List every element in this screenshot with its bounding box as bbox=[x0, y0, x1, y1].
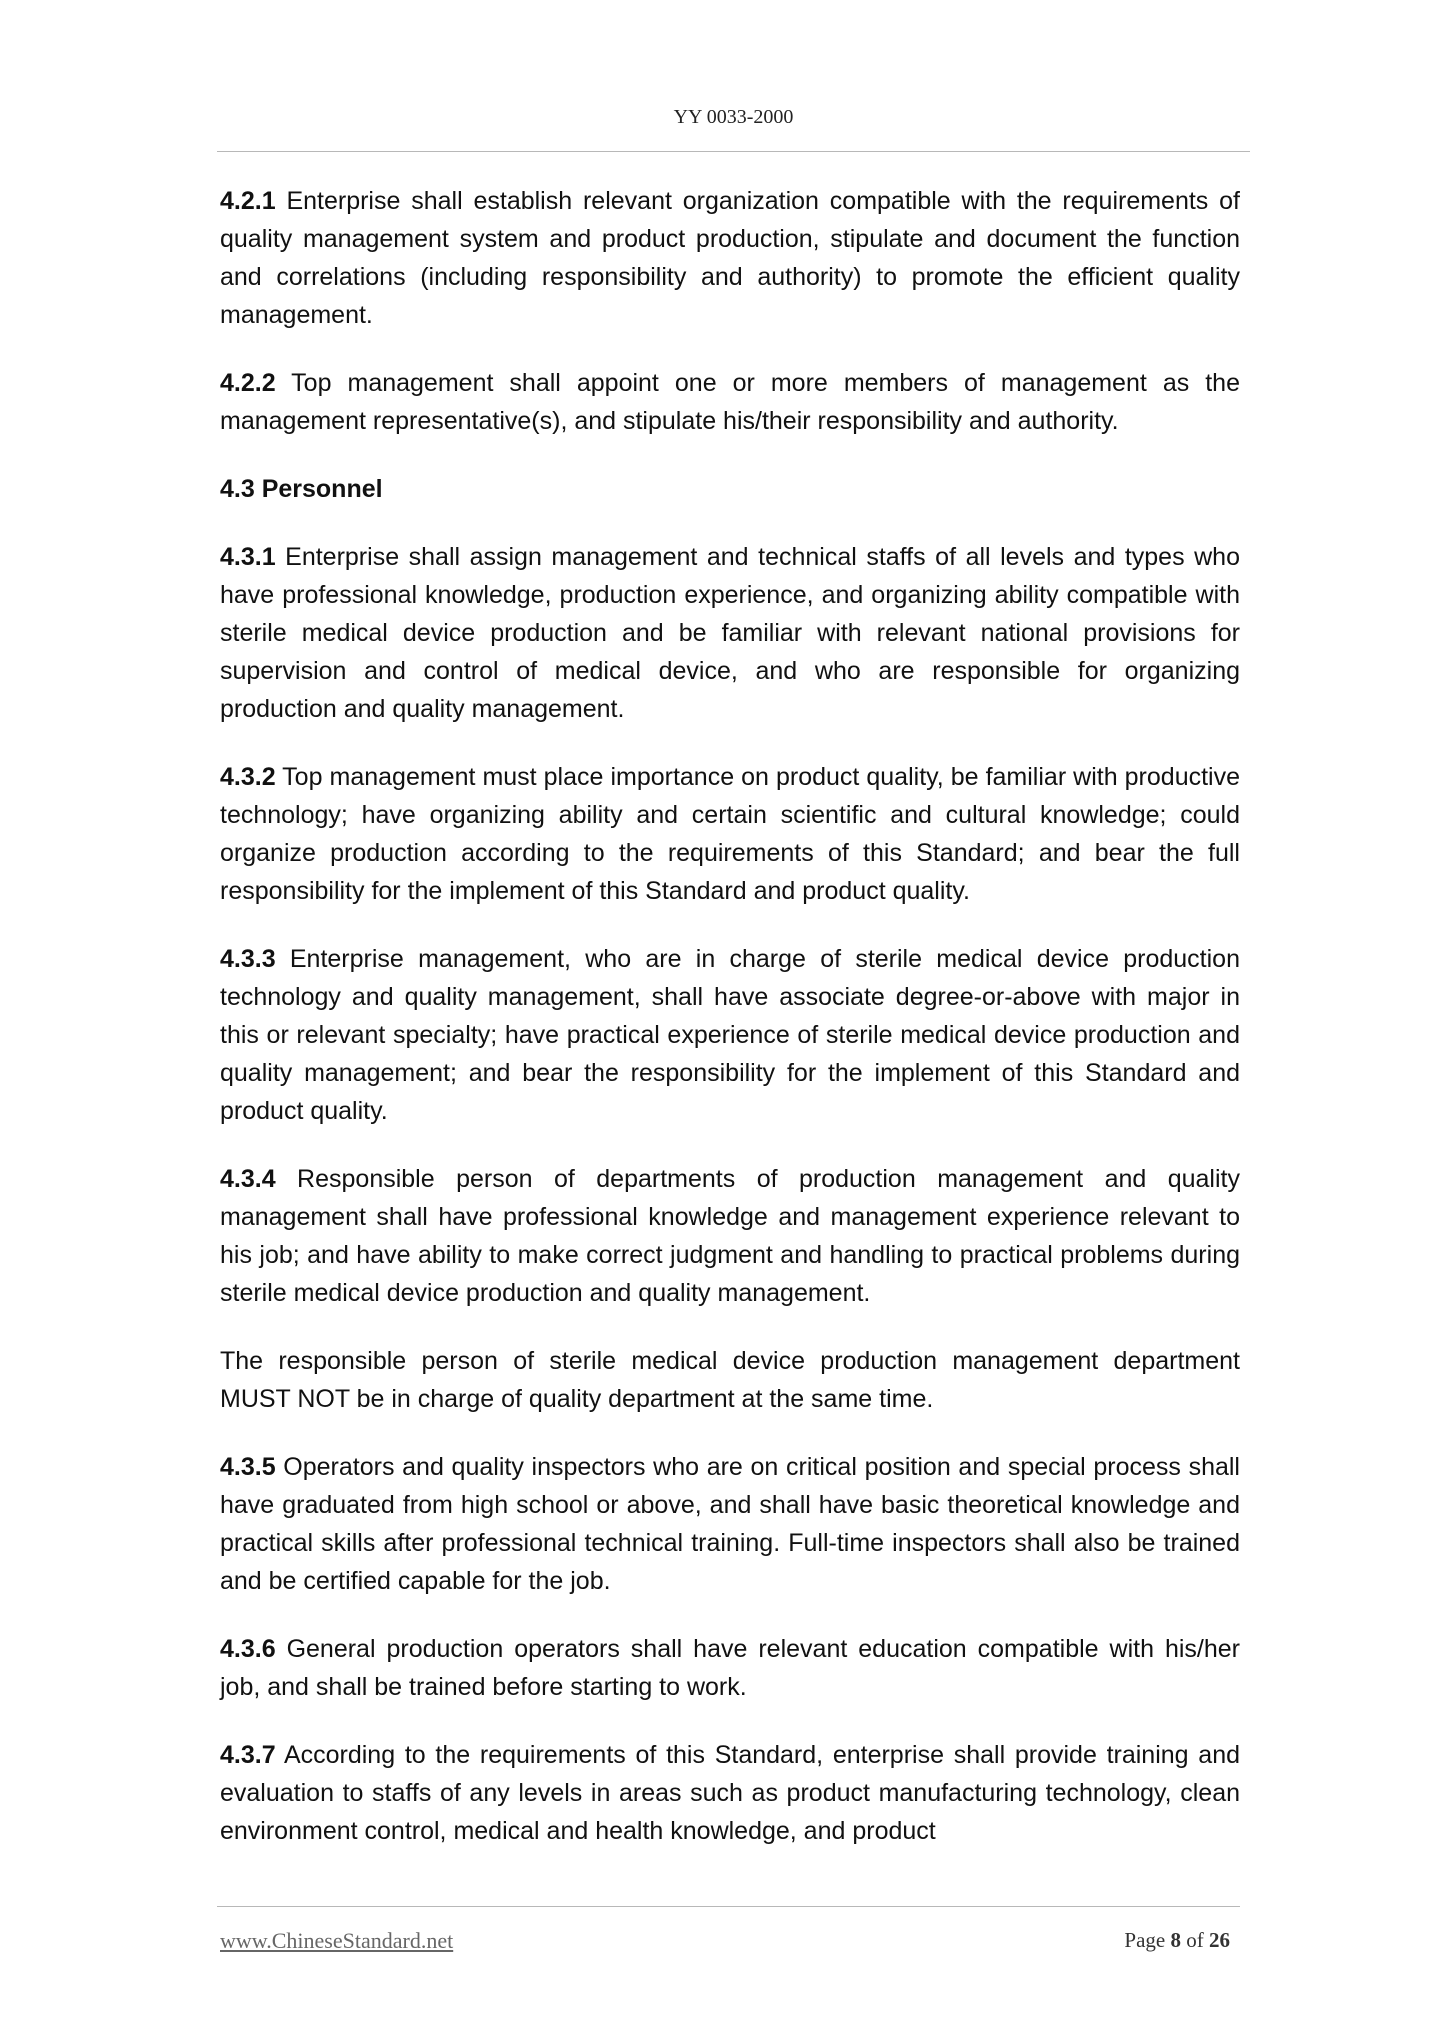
document-code-header: YY 0033-2000 bbox=[673, 106, 794, 128]
clause-text: Top management must place importance on product quality, be familiar with productive technology; have organizing ability and certain scientific and cultural knowledge; could organize production according to the requirements of this Standard; and bear the full responsibility for the implement of this Standard and product quality. bbox=[220, 763, 1240, 905]
clause-number: 4.2.2 bbox=[220, 369, 276, 397]
clause-text: Top management shall appoint one or more members of management as the management representative(s), and stipulate his/their responsibility and authority. bbox=[220, 369, 1240, 435]
clause-text: Enterprise management, who are in charge of sterile medical device production technology and quality management, shall have associate degree-or-above with major in this or relevant specialty; have practical experience of sterile medical device production and quality management; and bear the responsibility for the implement of this Standard and product quality. bbox=[220, 945, 1240, 1125]
clause-4-3-4 bbox=[220, 1160, 1240, 1312]
clause-text: According to the requirements of this Standard, enterprise shall provide training and evaluation to staffs of any levels in areas such as product manufacturing technology, clean environment control, medical and health knowledge, and product bbox=[220, 1741, 1240, 1845]
clause-4-2-1 bbox=[220, 182, 1240, 334]
clause-4-3-2 bbox=[220, 758, 1240, 910]
clause-number: 4.3.6 bbox=[220, 1635, 276, 1663]
page-prefix: Page bbox=[1124, 1928, 1171, 1952]
footer-divider bbox=[217, 1906, 1240, 1907]
header-divider bbox=[217, 151, 1250, 152]
page-current: 8 bbox=[1170, 1928, 1181, 1952]
clause-4-3-7 bbox=[220, 1736, 1240, 1850]
clause-4-3-6 bbox=[220, 1630, 1240, 1706]
clause-text: Enterprise shall establish relevant organization compatible with the requirements of quality management system and product production, stipulate and document the function and correlations (including responsibility and authority) to promote the efficient quality management. bbox=[220, 187, 1240, 329]
clause-number: 4.3.3 bbox=[220, 945, 276, 973]
clause-4-2-2 bbox=[220, 364, 1240, 440]
clause-text: Enterprise shall assign management and technical staffs of all levels and types who have professional knowledge, production experience, and organizing ability compatible with sterile medical device production and be familiar with relevant national provisions for supervision and control of medical device, and who are responsible for organizing production and quality management. bbox=[220, 543, 1240, 723]
page-number bbox=[1124, 1928, 1230, 1953]
section-heading-personnel: 4.3 Personnel bbox=[220, 475, 383, 503]
clause-number: 4.3.1 bbox=[220, 543, 276, 571]
document-body bbox=[220, 182, 1240, 1850]
clause-number: 4.3.2 bbox=[220, 763, 276, 791]
clause-4-3-1 bbox=[220, 538, 1240, 728]
clause-number: 4.3.7 bbox=[220, 1741, 276, 1769]
clause-number: 4.3.5 bbox=[220, 1453, 276, 1481]
page-of: of bbox=[1181, 1928, 1209, 1952]
clause-text: Operators and quality inspectors who are on critical position and special process shall have graduated from high school or above, and shall have basic theoretical knowledge and practical skills after professional technical training. Full-time inspectors shall also be trained and be certified capable for the job. bbox=[220, 1453, 1240, 1595]
clause-number: 4.2.1 bbox=[220, 187, 276, 215]
page-total: 26 bbox=[1209, 1928, 1230, 1952]
clause-4-3-3 bbox=[220, 940, 1240, 1130]
website-link[interactable]: www.ChineseStandard.net bbox=[220, 1928, 454, 1953]
clause-4-3-4-continuation bbox=[220, 1342, 1240, 1418]
clause-4-3-5 bbox=[220, 1448, 1240, 1600]
clause-text: Responsible person of departments of production management and quality management shall have professional knowledge and management experience relevant to his job; and have ability to make correct judgment and handling to practical problems during sterile medical device production and quality management. bbox=[220, 1165, 1240, 1307]
clause-text: General production operators shall have relevant education compatible with his/her job, and shall be trained before starting to work. bbox=[220, 1635, 1240, 1701]
clause-number: 4.3.4 bbox=[220, 1165, 276, 1193]
clause-text: The responsible person of sterile medical device production management department MUST NOT be in charge of quality department at the same time. bbox=[220, 1347, 1240, 1413]
